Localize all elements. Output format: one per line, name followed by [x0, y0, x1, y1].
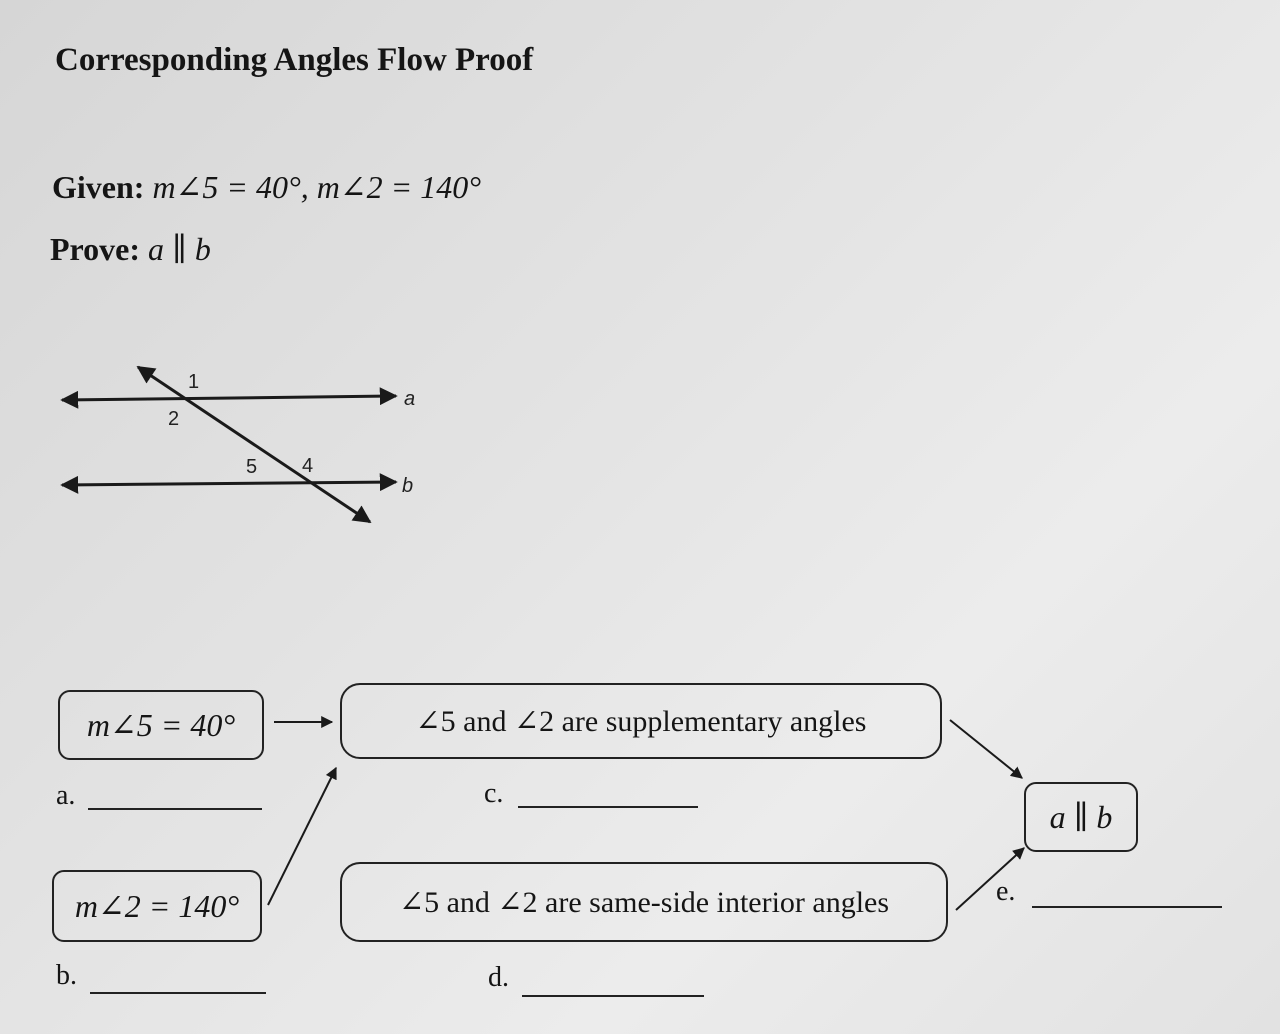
box-m5-text: m∠5 = 40°: [86, 707, 236, 743]
line-b: [62, 482, 396, 485]
blank-d-line[interactable]: [522, 995, 704, 997]
box-conclusion-text: a ∥ b: [1049, 799, 1113, 835]
blank-e-line[interactable]: [1032, 906, 1222, 908]
box-same-side-text: ∠5 and ∠2 are same-side interior angles: [398, 885, 890, 919]
arrow-m2-to-supplementary: [268, 768, 336, 905]
line-label-a: a: [404, 388, 416, 410]
line-label-b: b: [402, 475, 414, 497]
page-title: Corresponding Angles Flow Proof: [55, 42, 534, 78]
blank-b-line[interactable]: [90, 992, 266, 994]
box-m2-text: m∠2 = 140°: [74, 888, 240, 924]
given-label: Given:: [52, 169, 145, 205]
transversal-line: [138, 367, 370, 522]
angle-label-4: 4: [302, 455, 314, 477]
blank-e-label: e.: [996, 876, 1016, 907]
given-text: m∠5 = 40°, m∠2 = 140°: [152, 169, 482, 205]
blank-b-label: b.: [56, 960, 77, 991]
box-m2: [52, 870, 262, 942]
blank-c-label: c.: [484, 778, 504, 809]
box-supplementary-text: ∠5 and ∠2 are supplementary angles: [415, 704, 867, 738]
arrow-supplementary-to-conclusion: [950, 720, 1022, 778]
blank-a-label: a.: [56, 780, 76, 811]
box-supplementary: [340, 683, 942, 759]
line-a: [62, 396, 396, 400]
box-m5: [58, 690, 264, 760]
blank-a-line[interactable]: [88, 808, 262, 810]
box-same-side: [340, 862, 948, 942]
angle-label-2: 2: [168, 408, 180, 430]
angle-label-5: 5: [246, 456, 258, 478]
blank-d-label: d.: [488, 962, 509, 993]
box-conclusion: [1024, 782, 1138, 852]
prove-text: a ∥ b: [148, 231, 211, 267]
prove-label: Prove:: [50, 231, 141, 267]
angle-label-1: 1: [188, 371, 200, 393]
blank-c-line[interactable]: [518, 806, 698, 808]
